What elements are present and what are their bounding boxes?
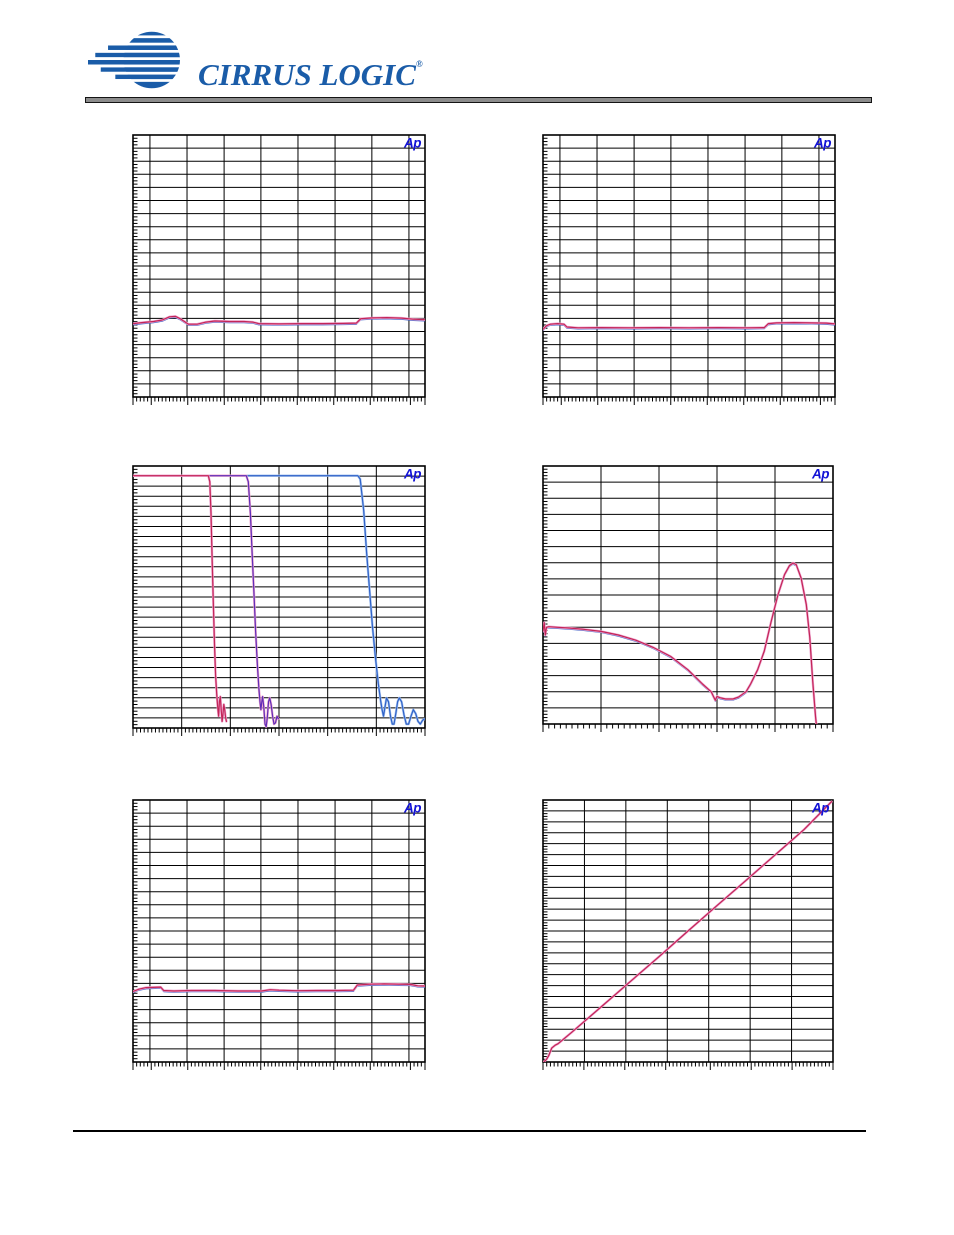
linearity-trace [544, 802, 831, 1062]
chart-top-right [542, 134, 836, 407]
brand-wordmark: CIRRUS LOGIC® [198, 57, 423, 92]
chart-mid-right [542, 465, 834, 734]
footer-rule [73, 1130, 866, 1132]
ap-logo-icon: Ap [812, 466, 829, 482]
chart-mid-left [132, 465, 426, 738]
brand-header [88, 28, 423, 92]
chart-top-left [132, 134, 426, 407]
ap-logo-icon: Ap [404, 800, 421, 816]
chart-bottom-left [132, 799, 426, 1072]
ap-logo-icon: Ap [814, 135, 831, 151]
ap-logo-icon: Ap [812, 800, 829, 816]
ap-logo-icon: Ap [404, 466, 421, 482]
response-detail-trace [543, 563, 817, 732]
header-rule [85, 97, 872, 103]
ap-logo-icon: Ap [404, 135, 421, 151]
cirrus-cloud-icon [88, 28, 190, 92]
chart-bottom-right [542, 799, 834, 1072]
stopband-trace-purple [133, 476, 278, 727]
registered-trademark: ® [415, 59, 423, 69]
